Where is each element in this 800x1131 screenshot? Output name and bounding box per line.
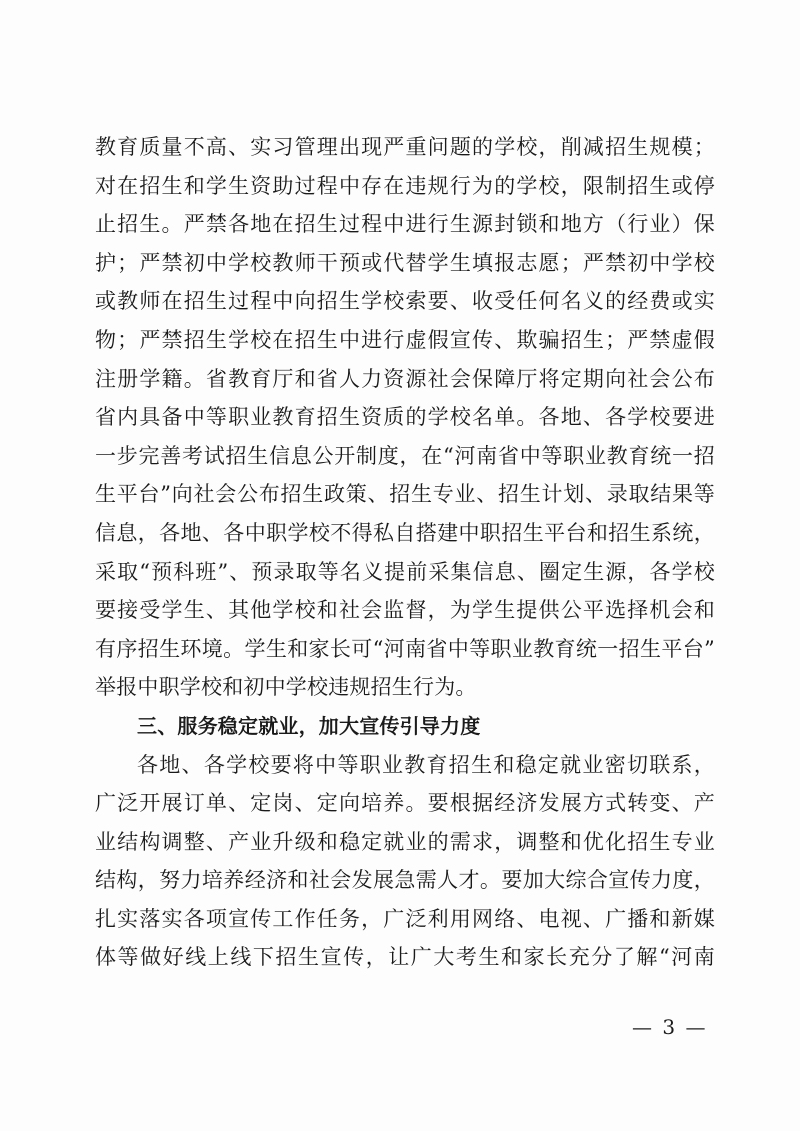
paragraph-line: 各地、各学校要将中等职业教育招生和稳定就业密切联系，	[137, 752, 715, 777]
paragraph-line: 采取“预科班”、预录取等名义提前采集信息、圈定生源，各学校	[95, 559, 715, 584]
document-body	[95, 128, 715, 977]
paragraph-line: 体等做好线上线下招生宣传，让广大考生和家长充分了解“河南	[95, 945, 715, 970]
paragraph-line: 或教师在招生过程中向招生学校索要、收受任何名义的经费或实	[95, 289, 715, 314]
paragraph-line: 止招生。严禁各地在招生过程中进行生源封锁和地方（行业）保	[95, 212, 715, 237]
paragraph-line: 物；严禁招生学校在招生中进行虚假宣传、欺骗招生；严禁虚假	[95, 327, 715, 352]
paragraph-line: 广泛开展订单、定岗、定向培养。要根据经济发展方式转变、产	[95, 791, 715, 816]
paragraph-line: 业结构调整、产业升级和稳定就业的需求，调整和优化招生专业	[95, 829, 715, 854]
paragraph-line: 有序招生环境。学生和家长可“河南省中等职业教育统一招生平台”	[95, 636, 715, 661]
paragraph-line: 要接受学生、其他学校和社会监督，为学生提供公平选择机会和	[95, 598, 715, 623]
paragraph-line: 扎实落实各项宣传工作任务，广泛利用网络、电视、广播和新媒	[95, 906, 715, 931]
paragraph-line: 信息，各地、各中职学校不得私自搭建中职招生平台和招生系统，	[95, 520, 715, 545]
paragraph-line: 护；严禁初中学校教师干预或代替学生填报志愿；严禁初中学校	[95, 250, 715, 275]
paragraph-line: 结构，努力培养经济和社会发展急需人才。要加大综合宣传力度，	[95, 868, 715, 893]
paragraph-line: 注册学籍。省教育厅和省人力资源社会保障厅将定期向社会公布	[95, 366, 715, 391]
paragraph-line: 一步完善考试招生信息公开制度，在“河南省中等职业教育统一招	[95, 443, 715, 468]
paragraph-line: 对在招生和学生资助过程中存在违规行为的学校，限制招生或停	[95, 173, 715, 198]
paragraph-line: 举报中职学校和初中学校违规招生行为。	[95, 675, 477, 700]
paragraph-line: 生平台”向社会公布招生政策、招生专业、招生计划、录取结果等	[95, 482, 715, 507]
section-heading: 三、服务稳定就业，加大宣传引导力度	[137, 713, 481, 738]
page-number: — 3 —	[632, 1015, 708, 1039]
paragraph-line: 省内具备中等职业教育招生资质的学校名单。各地、各学校要进	[95, 405, 715, 430]
paragraph-line: 教育质量不高、实习管理出现严重问题的学校，削减招生规模；	[95, 135, 715, 159]
